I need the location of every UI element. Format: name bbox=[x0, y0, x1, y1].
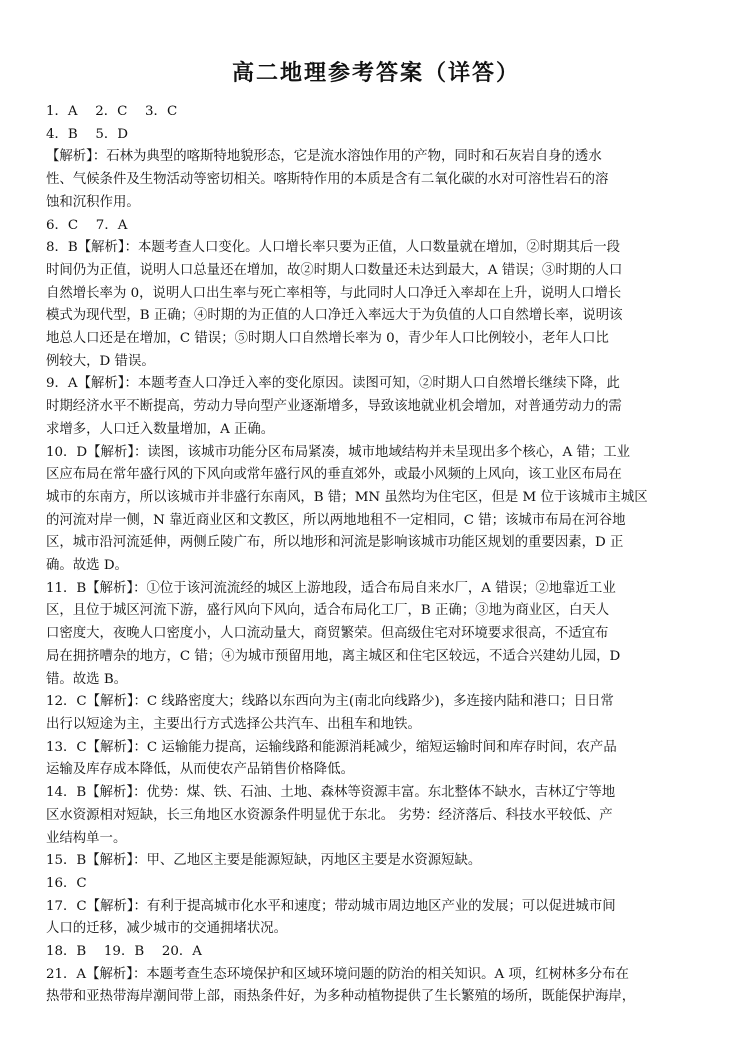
answer-line: 6．C 7．A bbox=[46, 217, 128, 233]
answer-line: 局在拥挤嘈杂的地方，C 错；④为城市预留用地，离主城区和住宅区较远，不适合兴建幼儿园，D bbox=[46, 648, 621, 664]
answer-line: 15．B【解析】：甲、乙地区主要是能源短缺，丙地区主要是水资源短缺。 bbox=[46, 853, 482, 869]
page-title: 高二地理参考答案（详答） bbox=[231, 61, 520, 86]
answer-line: 14．B【解析】：优势：煤、铁、石油、土地、森林等资源丰富。东北整体不缺水，吉林辽宁等地 bbox=[46, 785, 616, 801]
answer-line: 业结构单一。 bbox=[46, 830, 127, 846]
answer-line: 17．C【解析】：有利于提高城市化水平和速度；带动城市周边地区产业的发展；可以促进城市间 bbox=[46, 898, 616, 914]
answer-line: 时期经济水平不断提高，劳动力导向型产业逐渐增多，导致该地就业机会增加，对普通劳动力的需 bbox=[46, 399, 622, 415]
answer-line: 人口的迁移，减少城市的交通拥堵状况。 bbox=[46, 921, 288, 937]
answer-line: 性、气候条件及生物活动等密切相关。喀斯特作用的本质是含有二氧化碳的水对可溶性岩石的溶 bbox=[46, 172, 609, 188]
answer-line: 模式为现代型，B 正确；④时期的为正值的人口净迁入率远大于为负值的人口自然增长率，说明该 bbox=[46, 308, 623, 324]
answer-body bbox=[46, 101, 706, 1009]
answer-line: 错。故选 B。 bbox=[46, 671, 128, 687]
answer-line: 求增多，人口迁入数量增加，A 正确。 bbox=[46, 421, 275, 437]
answer-line: 4．B 5．D bbox=[46, 126, 129, 142]
answer-line: 【解析】：石林为典型的喀斯特地貌形态，它是流水溶蚀作用的产物，同时和石灰岩自身的透水 bbox=[46, 149, 602, 165]
answer-line: 区，且位于城区河流下游，盛行风向下风向，适合布局化工厂，B 正确；③地为商业区，白天人 bbox=[46, 603, 610, 619]
answer-line: 区水资源相对短缺，长三角地区水资源条件明显优于东北。 劣势：经济落后、科技水平较低、产 bbox=[46, 807, 613, 823]
answer-line: 地总人口还是在增加，C 错误；⑤时期人口自然增长率为 0，青少年人口比例较小，老年人口比 bbox=[46, 331, 609, 347]
answer-line: 蚀和沉积作用。 bbox=[46, 194, 140, 210]
answer-line: 出行以短途为主，主要出行方式选择公共汽车、出租车和地铁。 bbox=[46, 716, 421, 732]
answer-line: 区应布局在常年盛行风的下风向或常年盛行风的垂直郊外，或最小风频的上风向，该工业区布局在 bbox=[46, 467, 622, 483]
answer-line: 16．C bbox=[46, 875, 87, 891]
answer-line: 13．C【解析】：C 运输能力提高，运输线路和能源消耗减少，缩短运输时间和库存时间，农产品 bbox=[46, 739, 617, 755]
answer-line: 10．D【解析】：读图，该城市功能分区布局紧凑，城市地域结构并未呈现出多个核心，A 错；工业 bbox=[46, 444, 631, 460]
answer-line: 城市的东南方，所以该城市并非盛行东南风，B 错；MN 虽然均为住宅区，但是 M 位于该城市主城区 bbox=[46, 489, 648, 505]
answer-line: 自然增长率为 0，说明人口出生率与死亡率相等，与此同时人口净迁入率却在上升，说明人口增长 bbox=[46, 285, 622, 301]
answer-line: 11．B【解析】：①位于该河流流经的城区上游地段，适合布局自来水厂，A 错误；②地靠近工业 bbox=[46, 580, 616, 596]
answer-line: 9．A【解析】：本题考查人口净迁入率的变化原因。读图可知，②时期人口自然增长继续下降，此 bbox=[46, 376, 620, 392]
answer-line: 时间仍为正值，说明人口总量还在增加，故②时期人口数量还未达到最大，A 错误；③时期的人口 bbox=[46, 262, 623, 278]
answer-line: 21．A【解析】：本题考查生态环境保护和区域环境问题的防治的相关知识。A 项，红树林多分布在 bbox=[46, 966, 629, 982]
answer-line: 区，城市沿河流延伸，两侧丘陵广布，所以地形和河流是影响该城市功能区规划的重要因素，D 正 bbox=[46, 535, 624, 551]
answer-line: 运输及库存成本降低，从而使农产品销售价格降低。 bbox=[46, 762, 354, 778]
answer-line: 的河流对岸一侧，N 靠近商业区和文教区，所以两地地租不一定相同，C 错；该城市布局在河谷地 bbox=[46, 512, 626, 528]
answer-line: 热带和亚热带海岸潮间带上部，雨热条件好，为多种动植物提供了生长繁殖的场所，既能保护海岸， bbox=[46, 989, 636, 1005]
answer-line: 口密度大，夜晚人口密度小，人口流动量大，商贸繁荣。但高级住宅对环境要求很高，不适宜布 bbox=[46, 626, 609, 642]
answer-line: 确。故选 D。 bbox=[46, 558, 128, 574]
answer-line: 12．C【解析】：C 线路密度大；线路以东西向为主(南北向线路少)，多连接内陆和港口；日日常 bbox=[46, 694, 614, 710]
answer-line: 例较大，D 错误。 bbox=[46, 353, 155, 369]
answer-line: 8．B【解析】：本题考查人口变化。人口增长率只要为正值，人口数量就在增加，②时期其后一段 bbox=[46, 240, 621, 256]
answer-line: 1．A 2．C 3．C bbox=[46, 104, 178, 119]
answer-line: 18．B 19．B 20．A bbox=[46, 944, 202, 960]
